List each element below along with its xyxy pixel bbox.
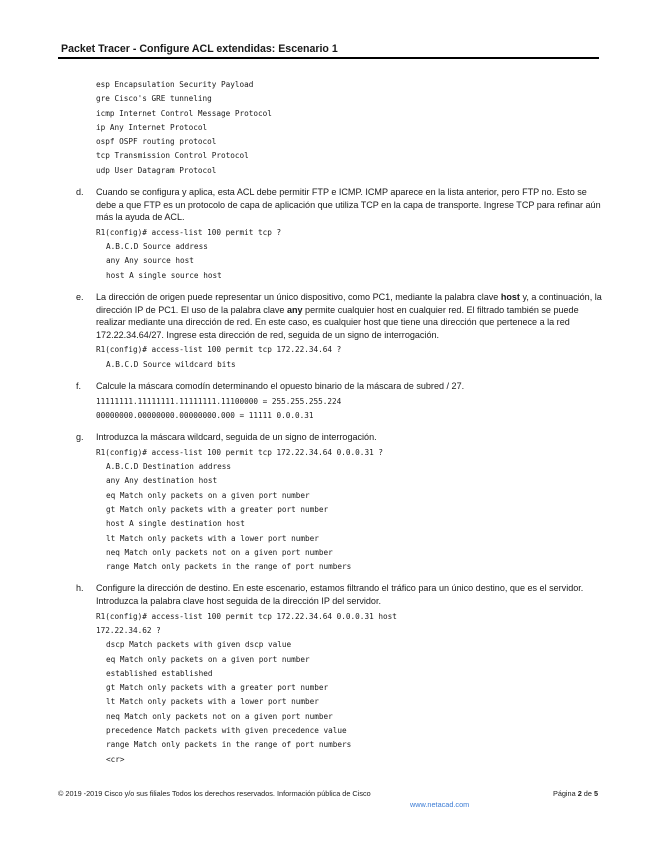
option-line: A.B.C.D Source address — [106, 242, 208, 252]
step-letter: g. — [76, 432, 84, 443]
page-prefix: Página — [552, 789, 578, 798]
option-line: dscp Match packets with given dscp value — [106, 640, 292, 650]
page-content — [58, 78, 603, 767]
option-line: esp Encapsulation Security Payload — [96, 80, 254, 89]
keyword-host: host — [500, 292, 520, 303]
option-line: established established — [106, 668, 213, 678]
step-letter: f. — [76, 381, 82, 392]
step-text: La dirección de origen puede representar un único dispositivo, como PC1, mediante la palabra clave — [96, 292, 501, 303]
step-e — [58, 291, 603, 341]
option-line: precedence Match packets with given precedence value — [106, 726, 347, 736]
option-line: any Any destination host — [106, 476, 218, 486]
option-line: tcp Transmission Control Protocol — [96, 151, 249, 161]
binary-line: 11111111.11111111.11111111.11100000 = 255.255.255.224 — [96, 396, 342, 406]
option-line: any Any source host — [106, 256, 194, 266]
footer-link[interactable]: www.netacad.com — [410, 800, 470, 809]
command-line-continued: 172.22.34.62 ? — [96, 625, 161, 635]
command-line: R1(config)# access-list 100 permit tcp 172.22.34.64 0.0.0.31 host — [96, 611, 397, 621]
step-text: Calcule la máscara comodín determinando el opuesto binario de la máscara de subred / 27. — [96, 381, 465, 392]
command-line: R1(config)# access-list 100 permit tcp 172.22.34.64 0.0.0.31 ? — [96, 447, 383, 457]
step-g — [58, 431, 603, 444]
page-header-title: Packet Tracer - Configure ACL extendidas: Escenario 1 — [61, 43, 338, 55]
page-current: 2 — [577, 789, 582, 798]
step-letter: d. — [76, 187, 84, 198]
option-line: udp User Datagram Protocol — [96, 165, 217, 175]
step-text: y, a continuación, la dirección IP de PC1. El uso de la palabra clave — [96, 292, 602, 315]
page-total: 5 — [593, 789, 598, 798]
step-h — [58, 582, 603, 607]
binary-line: 00000000.00000000.00000000.000 = 11111 0.0.0.31 — [96, 410, 314, 420]
option-line: eq Match only packets on a given port number — [106, 654, 310, 664]
option-line: lt Match only packets with a lower port number — [106, 697, 319, 707]
option-line: range Match only packets in the range of port numbers — [106, 562, 352, 572]
step-d — [58, 186, 603, 224]
step-text: Cuando se configura y aplica, esta ACL debe permitir FTP e ICMP. ICMP aparece en la lista anterior, pero FTP no. Esto se debe a que FTP es un protocolo de capa de aplicación que utiliza TCP en la capa de transporte. Ingrese TCP para refinar aún más la ayuda de ACL. — [96, 187, 601, 223]
option-line: gre Cisco's GRE tunneling — [96, 94, 212, 104]
step-text: permite cualquier host en cualquier red. El filtrado también se puede realizar mediante una dirección de red. En este caso, es cualquier host que tiene una dirección que pertenece a la red 172.22.34.64/27. Ingrese esta dirección de red, seguida de un signo de interrogación. — [96, 304, 579, 340]
option-line: eq Match only packets on a given port number — [106, 490, 310, 500]
step-letter: e. — [76, 292, 84, 303]
option-line: icmp Internet Control Message Protocol — [96, 108, 272, 118]
option-line: neq Match only packets not on a given port number — [106, 711, 333, 721]
step-text: Introduzca la máscara wildcard, seguida de un signo de interrogación. — [96, 432, 377, 443]
footer-copyright: © 2019 -2019 Cisco y/o sus filiales Todos los derechos reservados. Información pública de Cisco — [58, 789, 371, 798]
page-of: de — [581, 789, 594, 798]
option-line: A.B.C.D Destination address — [106, 462, 231, 472]
option-line: ip Any Internet Protocol — [96, 122, 208, 132]
option-line: gt Match only packets with a greater port number — [106, 683, 329, 693]
option-line: lt Match only packets with a lower port number — [106, 533, 319, 543]
option-line: gt Match only packets with a greater port number — [106, 504, 329, 514]
command-line: R1(config)# access-list 100 permit tcp 172.22.34.64 ? — [96, 345, 342, 355]
page-number — [553, 789, 598, 798]
header-divider — [58, 57, 599, 59]
option-line: neq Match only packets not on a given port number — [106, 547, 333, 557]
option-line: A.B.C.D Source wildcard bits — [106, 359, 236, 369]
step-text: Configure la dirección de destino. En este escenario, estamos filtrando el tráfico para un único destino, que es el servidor. Introduzca la palabra clave host seguida de la dirección IP del servidor. — [96, 583, 584, 607]
command-line: R1(config)# access-list 100 permit tcp ? — [96, 227, 282, 237]
step-letter: h. — [76, 583, 84, 594]
option-line: host A single source host — [106, 270, 222, 280]
option-line: <cr> — [106, 754, 125, 764]
option-line: host A single destination host — [106, 519, 245, 529]
option-line: range Match only packets in the range of port numbers — [106, 740, 352, 750]
keyword-any: any — [286, 304, 303, 315]
step-f — [58, 380, 603, 393]
option-line: ospf OSPF routing protocol — [96, 137, 217, 147]
